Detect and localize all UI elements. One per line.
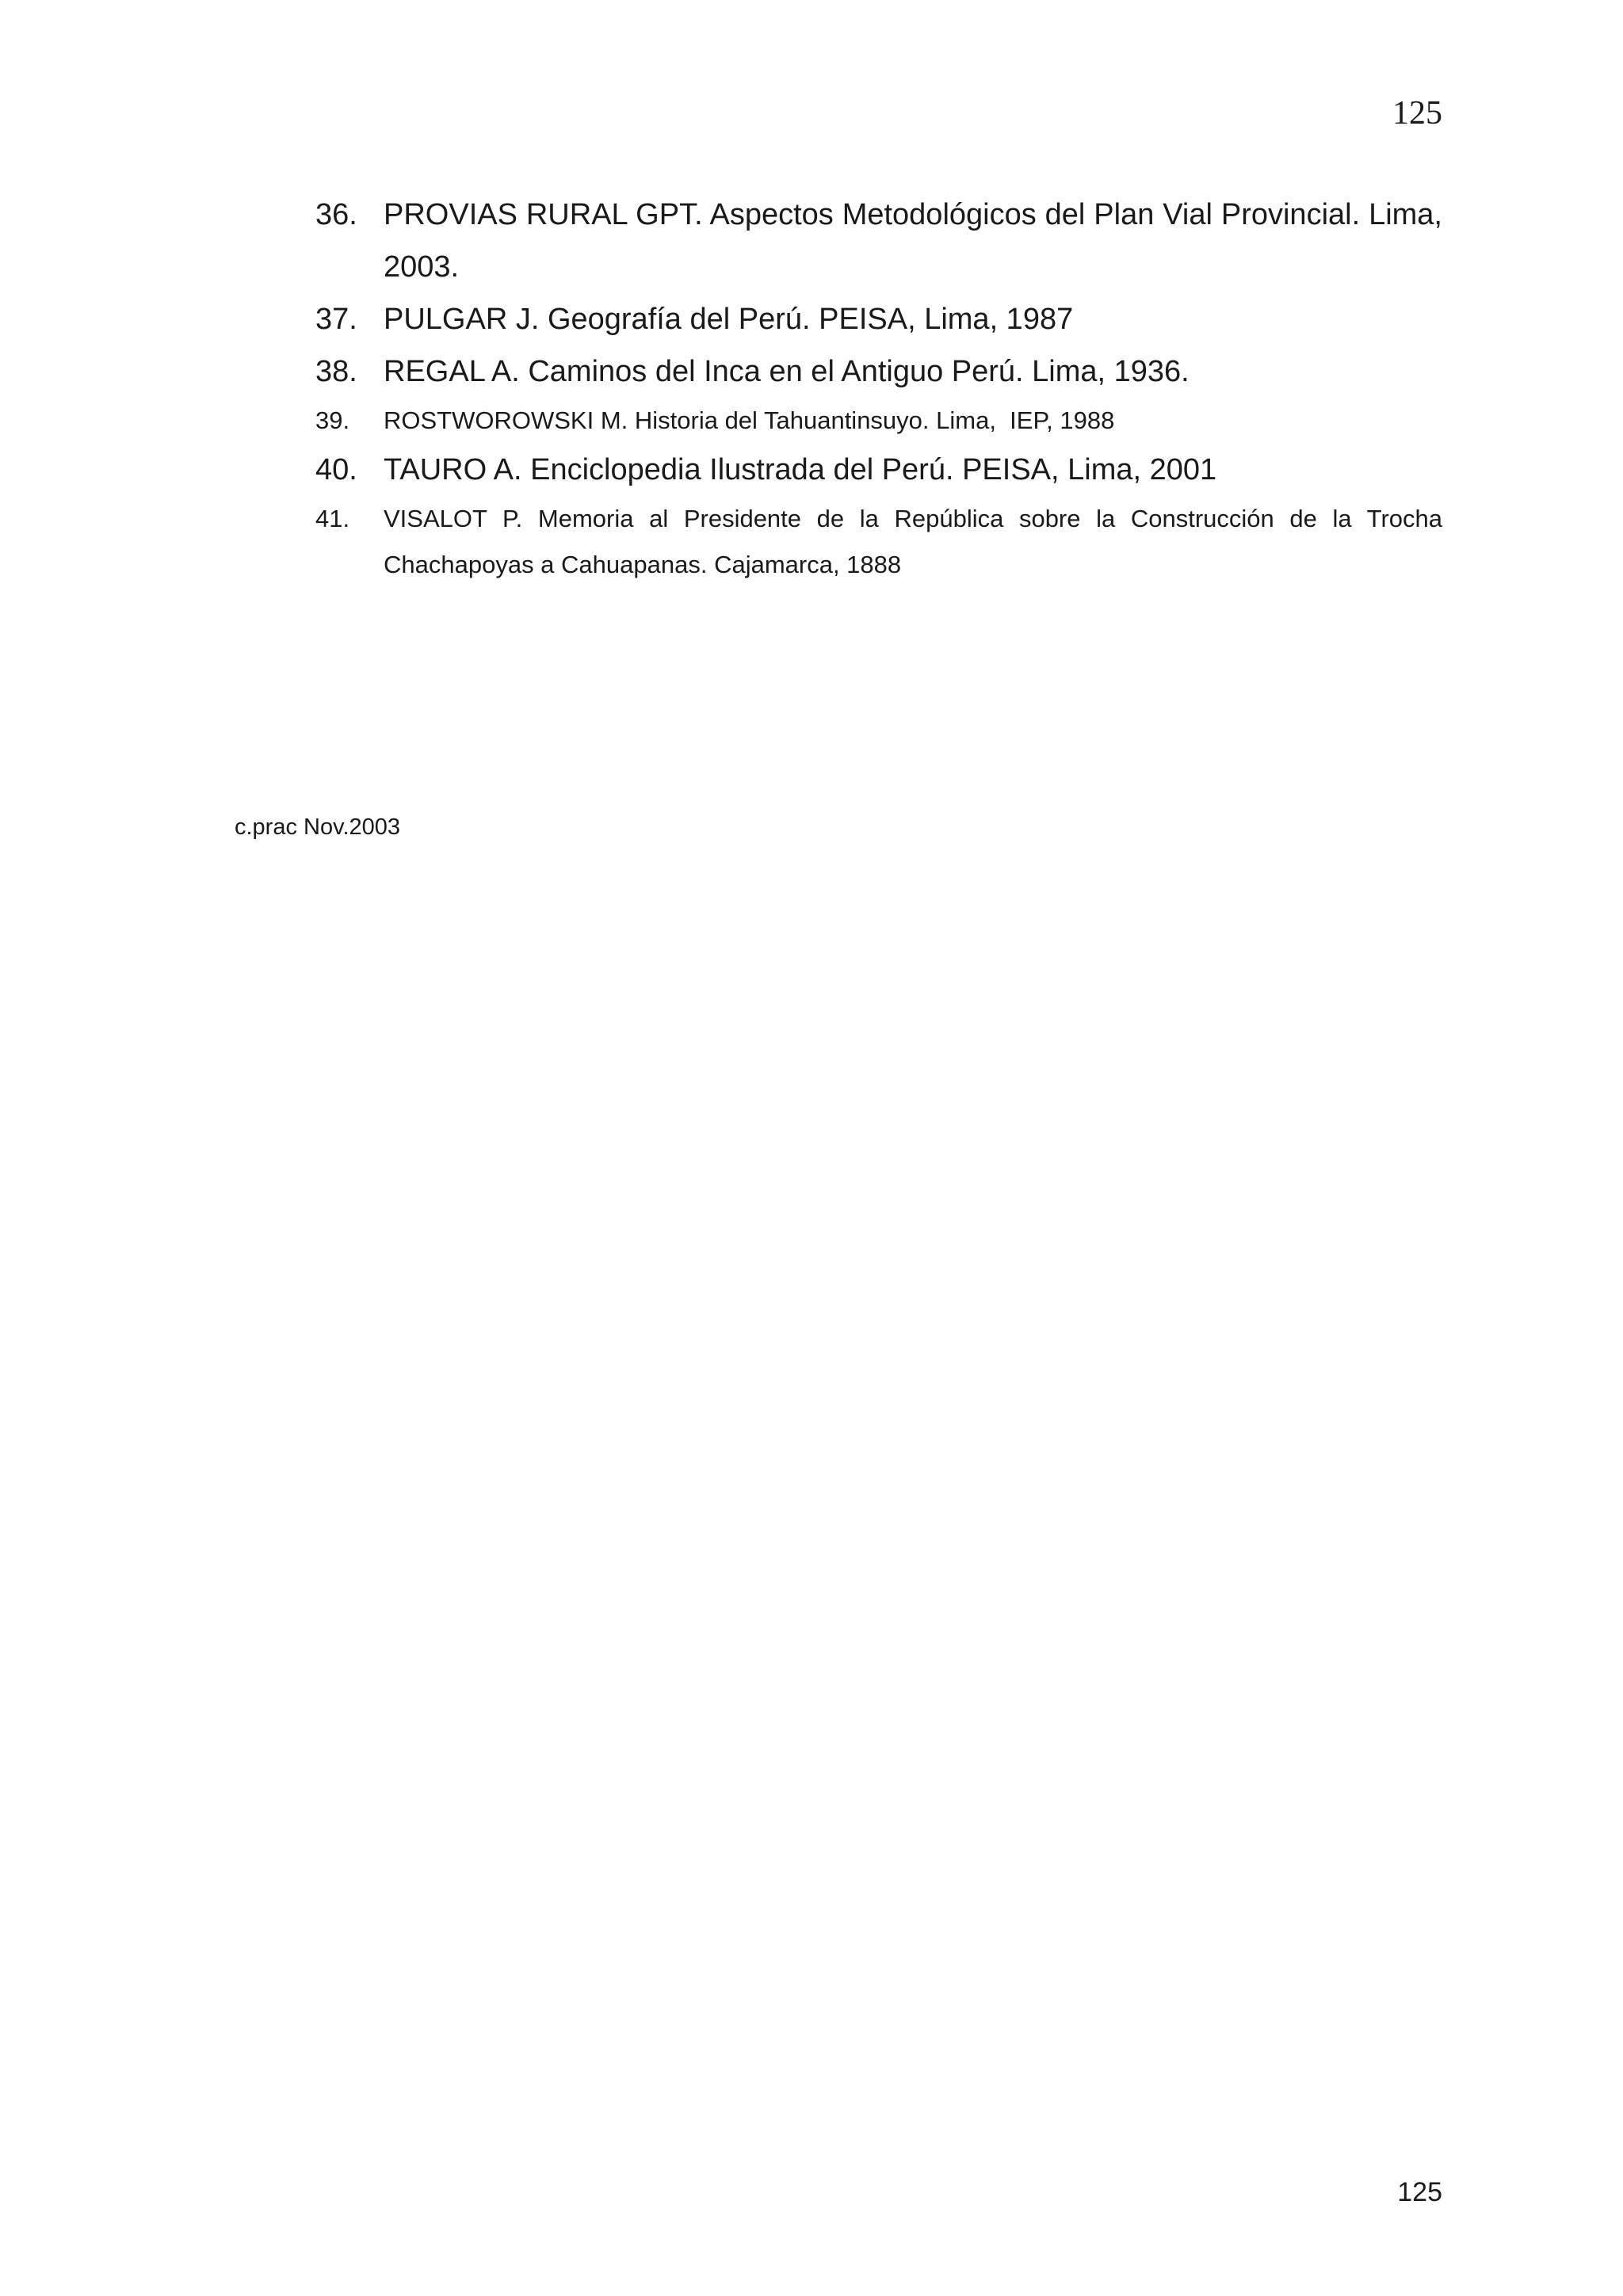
reference-item — [315, 189, 1442, 293]
reference-number: 36. — [315, 198, 357, 231]
reference-item — [315, 293, 1442, 345]
reference-number: 38. — [315, 355, 357, 388]
reference-text: TAURO A. Enciclopedia Ilustrada del Perú. PEISA, Lima, 2001 — [384, 453, 1217, 486]
reference-text: PULGAR J. Geografía del Perú. PEISA, Lima, 1987 — [384, 303, 1074, 336]
reference-item — [315, 345, 1442, 398]
reference-list — [315, 189, 1442, 588]
footer-note: c.prac Nov.2003 — [235, 814, 401, 840]
page-number-top: 125 — [1392, 95, 1442, 132]
reference-number: 37. — [315, 303, 357, 336]
reference-text: REGAL A. Caminos del Inca en el Antiguo Perú. Lima, 1936. — [384, 355, 1190, 388]
reference-text: VISALOT P. Memoria al Presidente de la República sobre la Construcción de la Trocha Chachapoyas a Cahuapanas. Cajamarca, 1888 — [384, 505, 1442, 578]
reference-number: 41. — [315, 505, 350, 532]
reference-item — [315, 444, 1442, 496]
page-number-bottom: 125 — [1397, 2177, 1442, 2207]
reference-text: PROVIAS RURAL GPT. Aspectos Metodológicos del Plan Vial Provincial. Lima, 2003. — [384, 198, 1442, 284]
reference-number: 39. — [315, 406, 350, 434]
reference-item — [315, 496, 1442, 588]
reference-text: ROSTWOROWSKI M. Historia del Tahuantinsuyo. Lima, IEP, 1988 — [384, 406, 1115, 434]
reference-number: 40. — [315, 453, 357, 486]
reference-item — [315, 398, 1442, 444]
